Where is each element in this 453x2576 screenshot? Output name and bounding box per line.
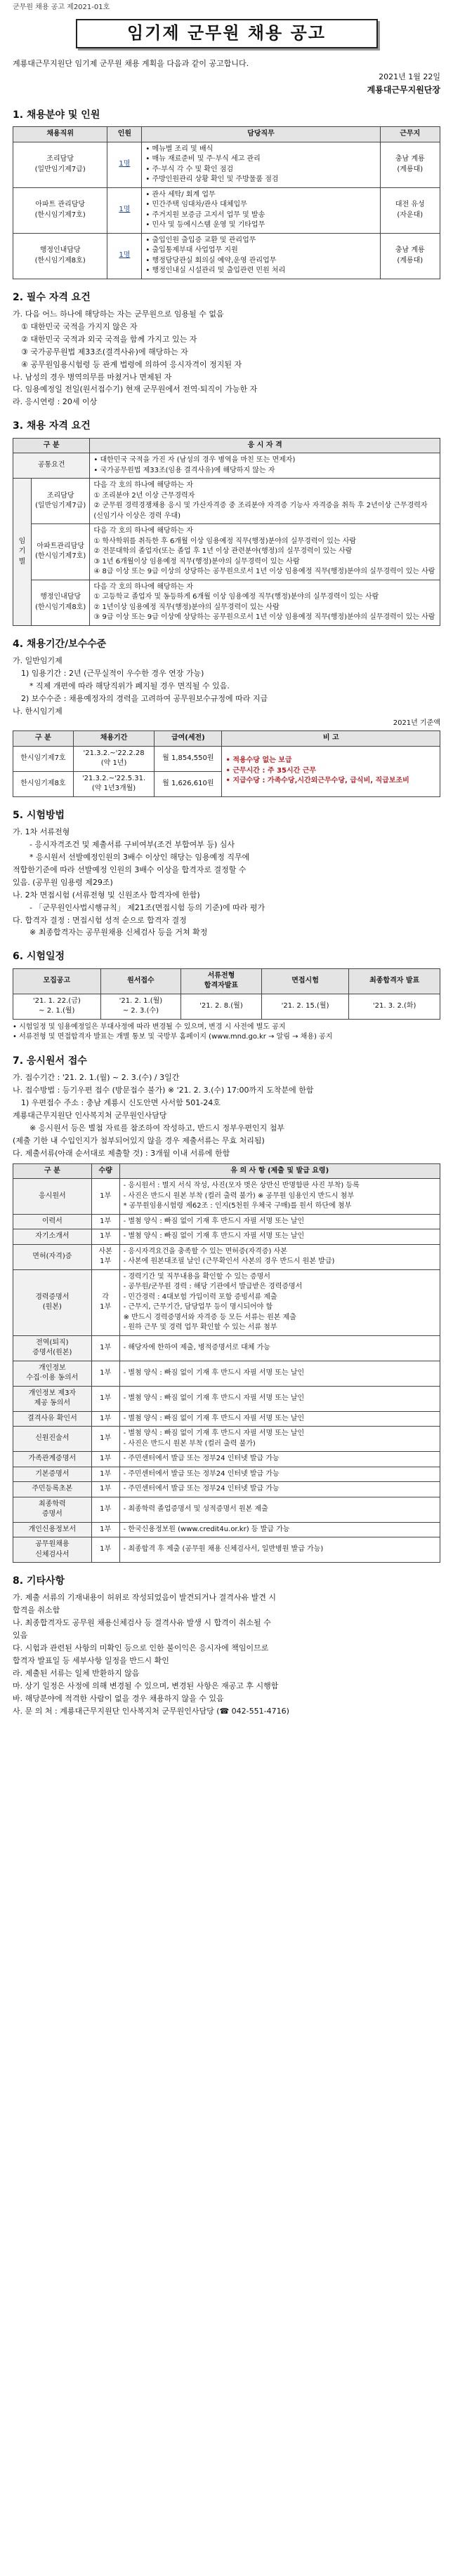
document-qty-cell: 1부 bbox=[91, 1411, 119, 1427]
document-name-cell: 경력증명서 (원본) bbox=[13, 1269, 92, 1335]
period-cell: '21.3.2.~'22.5.31. (약 1년3개월) bbox=[73, 771, 154, 796]
qualification-cell bbox=[90, 524, 440, 580]
document-qty-cell: 1부 bbox=[91, 1482, 119, 1497]
section-heading: 6. 시험일정 bbox=[13, 951, 65, 963]
other-note-line: 바. 해당분야에 적격한 사람이 없을 경우 채용하지 않을 수 있음 bbox=[13, 1693, 224, 1703]
column-header: 근무지 bbox=[380, 127, 440, 142]
schedule-notes bbox=[13, 1022, 440, 1043]
period-line: 1) 임용기간 : 2년 (근무실적이 우수한 경우 연장 가능) bbox=[21, 668, 204, 678]
requirement-line: 다. 임용예정일 전일(원서접수기) 현재 군무원에서 전역·퇴직이 가능한 자 bbox=[13, 385, 258, 394]
document-qty-cell: 1부 bbox=[91, 1229, 119, 1245]
exam-method-line: ※ 최종합격자는 공무원채용 신체검사 등을 거쳐 확정 bbox=[29, 928, 208, 937]
table-row bbox=[13, 1269, 440, 1335]
duty-item: • 매뉴 재료준비 및 주·부식 세고 관리 bbox=[145, 155, 261, 163]
period-cell: '21.3.2.~'22.2.28 (약 1년) bbox=[73, 746, 154, 771]
schedule-date-cell: '21. 2. 8.(월) bbox=[181, 994, 262, 1019]
duty-item: • 행정담당관실 회의실 예약,운영 관리업무 bbox=[145, 256, 277, 265]
duties-cell bbox=[142, 187, 380, 233]
requirement-line: ④ 공무원임용시험령 등 관계 법령에 의하여 응시자격이 정지된 자 bbox=[21, 359, 242, 369]
qualification-item: ② 전문대학의 졸업자(또는 졸업 후 1년 이상 관련분야(행정)의 실무경력이 있는 사람 bbox=[93, 547, 353, 556]
group-label: 임기별 bbox=[13, 479, 32, 626]
requirement-line: ① 대한민국 국적을 가지지 않은 자 bbox=[21, 321, 138, 331]
document-notes-cell: - 별첨 양식 : 빠짐 없이 기재 후 반드시 자필 서명 또는 날인 - 사진은 반드시 원본 부착 (컬러 출력 불가) bbox=[119, 1427, 440, 1452]
document-qty-cell: 1부 bbox=[91, 1537, 119, 1563]
qualification-item: ① 고등학교 졸업자 및 동등하게 6개월 이상 임용예정 직무(행정)분야의 실무경력이 있는 사람 bbox=[93, 593, 379, 601]
notice-date: 2021년 1월 22일 bbox=[379, 72, 440, 82]
period-pay-list bbox=[13, 655, 440, 717]
column-header: 최종합격자 발표 bbox=[349, 968, 440, 994]
document-notes-cell: - 한국신용정보원 (www.credit4u.or.kr) 등 발급 가능 bbox=[119, 1522, 440, 1537]
other-note-line: 있음 bbox=[13, 1631, 28, 1641]
position-cell: 조리담당 (일반임기제7급) bbox=[13, 142, 107, 187]
column-header: 유 의 사 항 (제출 및 발급 요령) bbox=[119, 1163, 440, 1179]
column-header: 채용직위 bbox=[13, 127, 107, 142]
table-row bbox=[13, 187, 440, 233]
table-header-row bbox=[13, 731, 440, 747]
duty-item: • 출입통제부대 사업업무 지원 bbox=[145, 246, 238, 255]
table-header-row bbox=[13, 127, 440, 142]
document-notes-cell: - 주민센터에서 발급 또는 정부24 인터넷 발급 가능 bbox=[119, 1482, 440, 1497]
exam-method-line: 나. 2차 면접시험 (서류전형 및 신원조사 합격자에 한함) bbox=[13, 890, 200, 900]
document-name-cell: 면허(자격)증 bbox=[13, 1244, 92, 1269]
document-notes-cell: - 최종학력 졸업증명서 및 성적증명서 원본 제출 bbox=[119, 1497, 440, 1522]
workplace-cell: 충남 계룡 (계룡대) bbox=[380, 142, 440, 187]
qualification-cell bbox=[90, 479, 440, 524]
grade-cell: 한시임기제7호 bbox=[13, 746, 74, 771]
document-notes-cell: - 최종합격 후 제출 (공무원 채용 신체검사서, 일반병원 발급 가능) bbox=[119, 1537, 440, 1563]
column-header: 구 분 bbox=[13, 731, 74, 747]
column-header: 모집공고 bbox=[13, 968, 101, 994]
table-row bbox=[13, 453, 440, 479]
document-name-cell: 신원진술서 bbox=[13, 1427, 92, 1452]
other-note-line: 사. 문 의 처 : 계룡대근무지원단 인사복지처 군무원인사담당 (☎ 042-551-4716) bbox=[13, 1706, 289, 1716]
duty-item: • 관사 세탁/ 회계 업무 bbox=[145, 190, 216, 199]
remarks-cell bbox=[222, 746, 440, 796]
positions-table bbox=[13, 126, 440, 279]
other-note-line: 마. 상기 일정은 사정에 의해 변경될 수 있으며, 변경된 사항은 재공고 후 시행함 bbox=[13, 1681, 279, 1690]
table-row bbox=[13, 524, 440, 580]
column-header: 인원 bbox=[107, 127, 142, 142]
period-line: 나. 한시임기제 bbox=[13, 706, 63, 716]
document-qty-cell: 1부 bbox=[91, 1427, 119, 1452]
duty-item: • 행정인내실 시설관리 및 출입관련 민원 처리 bbox=[145, 267, 286, 275]
requirement-item: • 국가공무원법 제33조(임용 결격사유)에 해당하지 않는 자 bbox=[93, 466, 275, 474]
table-row bbox=[13, 1427, 440, 1452]
qualification-item: ③ 9급 이상 또는 9급 이상에 상당하는 공무원으로서 1년 이상 임용예정 직무(행정)분야의 실무경력이 있는 사람 bbox=[93, 613, 435, 622]
column-header: 구 분 bbox=[13, 1163, 92, 1179]
column-header: 채용기간 bbox=[73, 731, 154, 747]
requirement-line: ③ 국가공무원법 제33조(결격사유)에 해당하는 자 bbox=[21, 347, 188, 356]
exam-method-line: 있음. (공무원 임용령 제29조) bbox=[13, 877, 113, 887]
document-notes-cell: - 별첨 양식 : 빠짐 없이 기재 후 반드시 자필 서명 또는 날인 bbox=[119, 1386, 440, 1411]
document-qty-cell: 1부 bbox=[91, 1467, 119, 1482]
column-header: 수량 bbox=[91, 1163, 119, 1179]
qualification-item: ③ 1년 6개월이상 임용예정 직무(행정)분야의 실무경력이 있는 사람 bbox=[93, 557, 300, 566]
section-heading: 8. 기타사항 bbox=[13, 1575, 65, 1587]
period-line: * 직제 개편에 따라 해당직위가 폐지될 경우 면직될 수 있음. bbox=[29, 681, 230, 690]
column-header: 서류전형 합격자발표 bbox=[181, 968, 262, 994]
document-number: 군무원 채용 공고 제2021-01호 bbox=[13, 4, 110, 11]
table-row bbox=[13, 1361, 440, 1386]
duties-cell bbox=[142, 233, 380, 279]
document-name-cell: 개인정보 제3자 제공 동의서 bbox=[13, 1386, 92, 1411]
document-name-cell: 개인정보 수집·이용 동의서 bbox=[13, 1361, 92, 1386]
application-line: 다. 제출서류(아래 순서대로 제출할 것) : 3개월 이내 서류에 한함 bbox=[13, 1148, 230, 1158]
schedule-date-cell: '21. 1. 22.(금) ~ 2. 1.(월) bbox=[13, 994, 101, 1019]
other-notes-list bbox=[13, 1592, 440, 1716]
table-header-row bbox=[13, 438, 440, 453]
exam-method-line: - 응시자격조건 및 제출서류 구비여부(조건 부합여부 등) 심사 bbox=[29, 839, 235, 849]
section-heading: 2. 필수 자격 요건 bbox=[13, 291, 91, 303]
requirement-line: 나. 남성의 경우 병역의무를 마쳤거나 면제된 자 bbox=[13, 372, 172, 382]
document-name-cell: 이력서 bbox=[13, 1214, 92, 1229]
table-row bbox=[13, 1411, 440, 1427]
table-row bbox=[13, 1522, 440, 1537]
section-heading: 4. 채용기간/보수수준 bbox=[13, 638, 107, 650]
document-notes-cell: - 응시원서 : 별지 서식 작성, 사진(모자 벗은 상반신 반명함판 사진 부착) 등록 - 사진은 반드시 원본 부착 (컬러 출력 불가) ※ 공무원 임용인지 반드시 첨부 * 공무원임용시험령 제62조 : 인지(5천원 우체국 구매)를 원서 하단에 첨부 bbox=[119, 1179, 440, 1215]
document-notes-cell: - 별첨 양식 : 빠짐 없이 기재 후 반드시 자필 서명 또는 날인 bbox=[119, 1229, 440, 1245]
application-list bbox=[13, 1072, 440, 1159]
column-header: 담당직무 bbox=[142, 127, 380, 142]
qualification-item: 다음 각 호의 하나에 해당하는 자 bbox=[93, 582, 193, 591]
document-name-cell: 공무원채용 신체검사서 bbox=[13, 1537, 92, 1563]
document-name-cell: 가족관계증명서 bbox=[13, 1452, 92, 1467]
document-qty-cell: 1부 bbox=[91, 1179, 119, 1215]
table-row bbox=[13, 479, 440, 524]
document-notes-cell: - 주민센터에서 발급 또는 정부24 인터넷 발급 가능 bbox=[119, 1452, 440, 1467]
document-notes-cell: - 별첨 양식 : 빠짐 없이 기재 후 반드시 자필 서명 또는 날인 bbox=[119, 1214, 440, 1229]
grade-cell: 한시임기제8호 bbox=[13, 771, 74, 796]
workplace-cell: 충남 계룡 (계룡대) bbox=[380, 233, 440, 279]
column-header: 원서접수 bbox=[100, 968, 181, 994]
other-note-line: 합격을 취소함 bbox=[13, 1606, 60, 1615]
position-cell: 아파트 관리담당 (한시임기제7호) bbox=[13, 187, 107, 233]
remark-item: • 지급수당 : 가족수당,시간외근무수당, 급식비, 직급보조비 bbox=[225, 777, 409, 785]
duty-item: • 출입인원 출입증 교환 및 관리업무 bbox=[145, 236, 256, 244]
application-line: 계룡대근무지원단 인사복지처 군무원인사담당 bbox=[13, 1110, 167, 1120]
exam-method-line: * 응시원서 선발예정인원의 3배수 이상인 해당는 임용예정 직무에 bbox=[29, 852, 250, 862]
document-qty-cell: 사본 1부 bbox=[91, 1244, 119, 1269]
other-note-line: 합격자 발표일 등 세부사항 일정을 반드시 확인 bbox=[13, 1656, 169, 1666]
document-qty-cell: 1부 bbox=[91, 1452, 119, 1467]
schedule-note: • 시험일정 및 임용예정일은 부대사정에 따라 변경될 수 있으며, 변경 시 사전에 별도 공지 bbox=[13, 1022, 286, 1031]
requirement-line: 라. 응시연령 : 20세 이상 bbox=[13, 397, 98, 407]
requirement-line: ② 대한민국 국적과 외국 국적을 함께 가지고 있는 자 bbox=[21, 334, 197, 344]
section-heading: 1. 채용분야 및 인원 bbox=[13, 109, 100, 121]
requirements-list bbox=[13, 309, 440, 408]
schedule-note: • 서류전형 및 면접합격자 발표는 개별 통보 및 국방부 홈페이지 (www.mnd.go.kr → 알림 → 채용) 공지 bbox=[13, 1033, 333, 1041]
application-line: 나. 접수방법 : 등기우편 접수 (방문접수 불가) ※ '21. 2. 3.(수) 17:00까지 도착분에 한함 bbox=[13, 1085, 314, 1095]
qualification-item: ① 조리분야 2년 이상 근무경력자 bbox=[93, 491, 195, 500]
documents-table bbox=[13, 1163, 440, 1563]
pay-cell: 월 1,626,610원 bbox=[155, 771, 222, 796]
issuing-organization: 계룡대근무지원단장 bbox=[367, 85, 440, 95]
section-heading: 5. 시험방법 bbox=[13, 809, 65, 821]
common-label: 공통요건 bbox=[13, 453, 90, 479]
intro-text: 계룡대근무지원단 임기제 군무원 채용 계획을 다음과 같이 공고합니다. bbox=[13, 58, 249, 68]
column-header: 구 분 bbox=[13, 438, 90, 453]
duty-item: • 주방인원관리 상황 확인 및 주방물품 점검 bbox=[145, 175, 279, 184]
qualification-item: 다음 각 호의 하나에 해당하는 자 bbox=[93, 481, 193, 490]
table-row bbox=[13, 1244, 440, 1269]
section-heading: 3. 채용 자격 요건 bbox=[13, 420, 91, 432]
exam-method-line: 적합한기준에 따라 선발예정 인원의 3배수 이상을 합격자로 결정할 수 bbox=[13, 865, 247, 874]
exam-method-list bbox=[13, 827, 440, 938]
table-row bbox=[13, 1452, 440, 1467]
document-qty-cell: 1부 bbox=[91, 1214, 119, 1229]
remark-item: • 근무시간 : 주 35시간 근무 bbox=[225, 766, 317, 775]
table-note: 2021년 기준액 bbox=[393, 719, 440, 727]
document-notes-cell: - 별첨 양식 : 빠짐 없이 기재 후 반드시 자필 서명 또는 날인 bbox=[119, 1411, 440, 1427]
table-header-row bbox=[13, 1163, 440, 1179]
table-row bbox=[13, 746, 440, 771]
application-line: 1) 우편접수 주소 : 충남 계룡시 신도안면 사서함 501-24호 bbox=[21, 1097, 221, 1107]
table-row bbox=[13, 1537, 440, 1563]
other-note-line: 가. 제출 서류의 기재내용이 허위로 작성되었음이 발견되거나 결격사유 발견 시 bbox=[13, 1593, 276, 1603]
application-line: ※ 응시원서 등은 별첨 자료를 참조하여 작성하고, 반드시 정부우편인지 첨부 bbox=[29, 1123, 284, 1133]
table-row bbox=[13, 233, 440, 279]
table-header-row bbox=[13, 968, 440, 994]
document-qty-cell: 1부 bbox=[91, 1335, 119, 1361]
position-cell: 아파트관리담당 (한시임기제7호) bbox=[32, 524, 90, 580]
document-name-cell: 최종학력 증명서 bbox=[13, 1497, 92, 1522]
document-notes-cell: - 주민센터에서 발급 또는 정부24 인터넷 발급 가능 bbox=[119, 1467, 440, 1482]
document-notes-cell: - 경력기간 및 직무내용을 확인할 수 있는 증명서 - 공무원/군무원 경력 : 해당 기관에서 발급받은 경력증명서 - 민간경력 : 4대보험 가입이력 포함 증빙서류 제출 - 근무지, 근무기간, 담당업무 등이 명시되어야 함 ※ 반드시 경력증명서와 자격증 등 모든 서류는 원본 제출 - 원하 근무 및 경력 업무 확인할 수 있는 서류 첨부 bbox=[119, 1269, 440, 1335]
column-header: 면접시험 bbox=[261, 968, 349, 994]
period-line: 가. 일반임기제 bbox=[13, 655, 63, 665]
common-requirements bbox=[90, 453, 440, 479]
table-row bbox=[13, 1214, 440, 1229]
schedule-date-cell: '21. 2. 15.(월) bbox=[261, 994, 349, 1019]
exam-method-line: 다. 합격자 결정 : 면접시험 성적 순으로 합격자 결정 bbox=[13, 915, 187, 925]
table-row bbox=[13, 1482, 440, 1497]
position-cell: 행정인내담당 (한시임기제8호) bbox=[32, 580, 90, 625]
requirement-line: 가. 다음 어느 하나에 해당하는 자는 군무원으로 임용될 수 없음 bbox=[13, 309, 224, 319]
qualification-item: ④ 8급 이상 또는 9급 이상의 상당하는 공무원으로서 1년 이상 임용예정 직무(행정)분야의 실무경력이 있는 사람 bbox=[93, 568, 435, 576]
section-heading: 7. 응시원서 접수 bbox=[13, 1055, 87, 1067]
document-qty-cell: 각 1부 bbox=[91, 1269, 119, 1335]
application-line: 가. 접수기간 : '21. 2. 1.(월) ~ 2. 3.(수) / 3일간 bbox=[13, 1072, 180, 1082]
exam-method-line: - 「군무원인사법시행규칙」 제21조(면접시험 등의 기준)에 따라 평가 bbox=[29, 902, 265, 912]
headcount-cell: 1명 bbox=[107, 187, 142, 233]
headcount-cell: 1명 bbox=[107, 233, 142, 279]
table-row bbox=[13, 1467, 440, 1482]
column-header: 응 시 자 격 bbox=[90, 438, 440, 453]
duty-item: • 민사 및 등에시스템 운영 및 기타업무 bbox=[145, 221, 265, 229]
qualification-table bbox=[13, 438, 440, 626]
position-cell: 조리담당 (일반임기제7급) bbox=[32, 479, 90, 524]
document-notes-cell: - 응시자격요건을 충족할 수 있는 면허증(자격증) 사본 - 사본에 원본대조필 날인 (근무확인서 사본의 경우 반드시 원본 발급) bbox=[119, 1244, 440, 1269]
document-qty-cell: 1부 bbox=[91, 1522, 119, 1537]
table-row bbox=[13, 994, 440, 1019]
pay-cell: 월 1,854,550원 bbox=[155, 746, 222, 771]
pay-table bbox=[13, 730, 440, 797]
duty-item: • 민간주택 임대차/관사 대체입무 bbox=[145, 201, 247, 209]
table-row bbox=[13, 580, 440, 625]
duty-item: • 메뉴별 조리 및 배식 bbox=[145, 145, 214, 153]
table-row bbox=[13, 1335, 440, 1361]
document-qty-cell: 1부 bbox=[91, 1361, 119, 1386]
document-name-cell: 개인신용정보서 bbox=[13, 1522, 92, 1537]
qualification-item: (신임기사 이상은 경력 우대) bbox=[93, 512, 180, 520]
column-header: 비 고 bbox=[222, 731, 440, 747]
document-notes-cell: - 해당자에 한하여 제출, 병적증명서로 대체 가능 bbox=[119, 1335, 440, 1361]
table-row bbox=[13, 142, 440, 187]
position-cell: 행정인내담당 (한시임기제8호) bbox=[13, 233, 107, 279]
table-row bbox=[13, 1497, 440, 1522]
headcount-cell: 1명 bbox=[107, 142, 142, 187]
document-name-cell: 전역(퇴직) 증명서(원본) bbox=[13, 1335, 92, 1361]
duty-item: • 주거지원 보증금 고지서 업무 및 발송 bbox=[145, 211, 265, 219]
qualification-cell bbox=[90, 580, 440, 625]
application-line: (제출 기한 내 수입인지가 첨부되어있지 않을 경우 제출서류는 무효 처리됨) bbox=[13, 1135, 265, 1145]
document-name-cell: 응시원서 bbox=[13, 1179, 92, 1215]
document-qty-cell: 1부 bbox=[91, 1386, 119, 1411]
table-row bbox=[13, 1229, 440, 1245]
duties-cell bbox=[142, 142, 380, 187]
document-name-cell: 기본증명서 bbox=[13, 1467, 92, 1482]
other-note-line: 다. 시험과 관련된 사항의 미확인 등으로 인한 불이익은 응시자에 책임이므로 bbox=[13, 1643, 269, 1653]
period-line: 2) 보수수준 : 채용예정자의 경력을 고려하여 공무원보수규정에 따라 지급 bbox=[21, 693, 268, 703]
remark-item: • 적용수당 없는 보급 bbox=[225, 756, 292, 765]
page-title: 임기제 군무원 채용 공고 bbox=[76, 19, 378, 48]
document-notes-cell: - 별첨 양식 : 빠짐 없이 기재 후 반드시 자필 서명 또는 날인 bbox=[119, 1361, 440, 1386]
document-qty-cell: 1부 bbox=[91, 1497, 119, 1522]
qualification-item: ② 군무원 경력경쟁채용 응시 및 가산자격증 중 조리분야 자격증 기능사 자격증을 취득 후 2년이상 근무경력자 bbox=[93, 502, 428, 510]
schedule-date-cell: '21. 3. 2.(화) bbox=[349, 994, 440, 1019]
schedule-date-cell: '21. 2. 1.(월) ~ 2. 3.(수) bbox=[100, 994, 181, 1019]
workplace-cell: 대전 유성 (자운대) bbox=[380, 187, 440, 233]
table-row bbox=[13, 1386, 440, 1411]
schedule-table bbox=[13, 968, 440, 1020]
qualification-item: 다음 각 호의 하나에 해당하는 자 bbox=[93, 527, 193, 535]
duty-item: • 주·부식 각 수 및 확인 점검 bbox=[145, 165, 234, 173]
exam-method-line: 가. 1차 서류전형 bbox=[13, 827, 70, 836]
document-name-cell: 자기소개서 bbox=[13, 1229, 92, 1245]
column-header: 급여(세전) bbox=[155, 731, 222, 747]
other-note-line: 라. 제출된 서류는 일체 반환하지 않음 bbox=[13, 1668, 140, 1678]
table-row bbox=[13, 1179, 440, 1215]
document-name-cell: 결격사유 확인서 bbox=[13, 1411, 92, 1427]
qualification-item: ② 1년이상 임용예정 직무(행정)분야의 실무경력이 있는 사람 bbox=[93, 603, 280, 611]
document-name-cell: 주민등록초본 bbox=[13, 1482, 92, 1497]
requirement-item: • 대한민국 국적을 가진 자 (남성의 경우 병역을 마친 또는 면제자) bbox=[93, 456, 296, 465]
other-note-line: 나. 최종합격자도 공무원 채용신체검사 등 결격사유 발생 시 합격이 취소될 수 bbox=[13, 1618, 271, 1628]
qualification-item: ① 학사학위를 취득한 후 6개월 이상 임용예정 직무(행정)분야의 실무경력이 있는 사람 bbox=[93, 537, 357, 545]
